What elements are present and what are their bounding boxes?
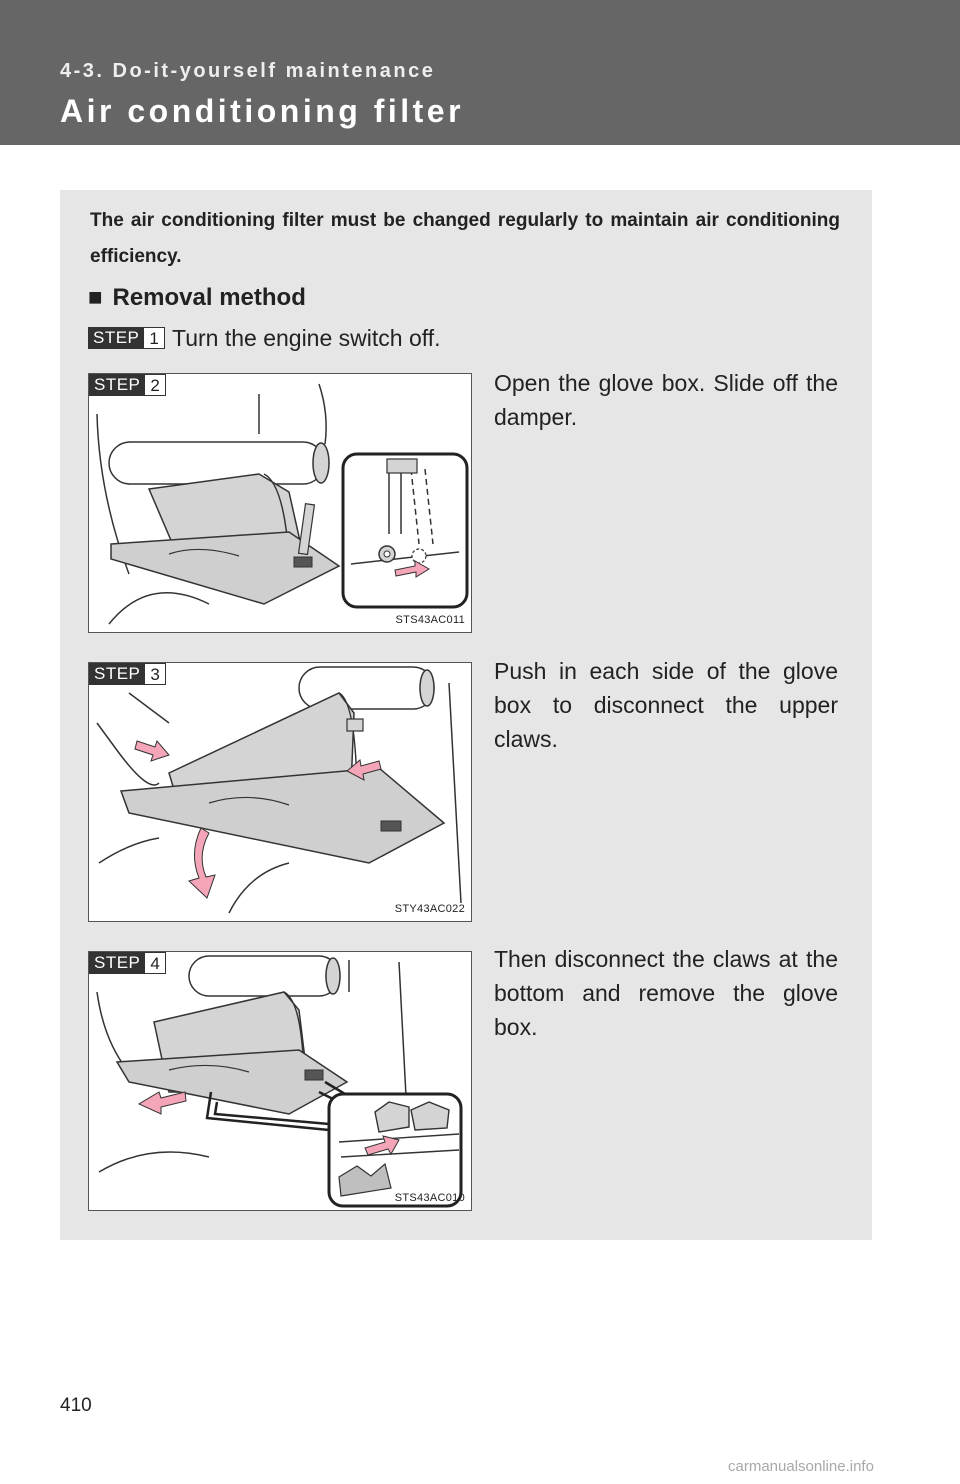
step-1-badge xyxy=(88,327,165,349)
page-number: 410 xyxy=(60,1395,92,1416)
step-word: STEP xyxy=(88,327,144,349)
figure-code: STS43AC010 xyxy=(394,1192,465,1204)
removal-heading xyxy=(88,284,306,312)
glove-box-claws-illustration xyxy=(89,663,472,922)
step-number: 4 xyxy=(145,952,165,974)
step-number: 1 xyxy=(144,327,164,349)
step-3-figure xyxy=(88,662,472,922)
step-4-badge xyxy=(89,952,166,974)
section-label: 4-3. Do-it-yourself maintenance xyxy=(60,60,436,82)
step-number: 3 xyxy=(145,663,165,685)
figure-code: STS43AC011 xyxy=(395,614,465,626)
glove-box-bottom-claws-illustration xyxy=(89,952,472,1211)
step-3-text: Push in each side of the glove box to disconnect the upper claws. xyxy=(494,658,838,752)
step-word: STEP xyxy=(89,952,145,974)
page-title: Air conditioning filter xyxy=(60,93,465,129)
figure-code: STY43AC022 xyxy=(394,903,465,915)
step-4-figure xyxy=(88,951,472,1211)
step-2-figure xyxy=(88,373,472,633)
watermark: carmanualsonline.info xyxy=(728,1458,874,1475)
intro-text: The air conditioning filter must be changed regularly to maintain air conditioning efficiency. xyxy=(90,210,840,267)
header-band xyxy=(0,0,960,145)
step-word: STEP xyxy=(89,374,145,396)
step-number: 2 xyxy=(145,374,165,396)
square-bullet-icon: ■ xyxy=(88,284,103,311)
removal-heading-text: Removal method xyxy=(112,284,306,311)
step-3-badge xyxy=(89,663,166,685)
step-word: STEP xyxy=(89,663,145,685)
step-4-text: Then disconnect the claws at the bottom and remove the glove box. xyxy=(494,946,838,1040)
glove-box-damper-illustration xyxy=(89,374,472,633)
step-2-badge xyxy=(89,374,166,396)
step-2-text: Open the glove box. Slide off the damper. xyxy=(494,370,838,430)
step-1-text: Turn the engine switch off. xyxy=(172,325,441,351)
